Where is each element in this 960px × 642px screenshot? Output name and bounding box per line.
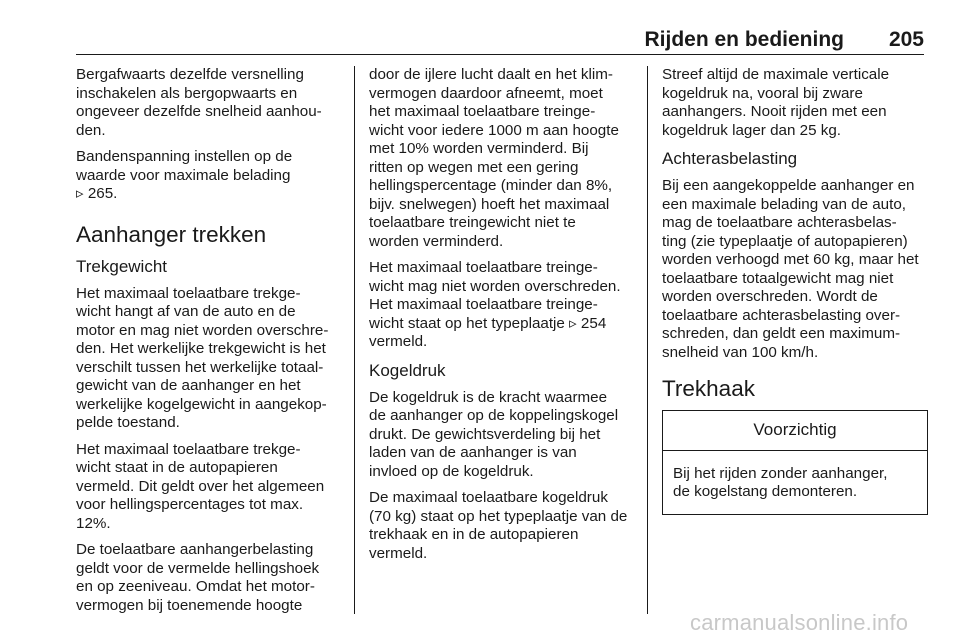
- heading-rear-axle: Achterasbelasting: [662, 149, 798, 168]
- column-2: [369, 66, 633, 571]
- paragraph-max-ball-pressure: De maximaal toelaatbare kogeldruk (70 kg) staat op het typeplaatje van de trekhaak en in de autopapieren vermeld.: [369, 489, 628, 562]
- page-number: 205: [888, 28, 924, 51]
- column-1: [76, 66, 346, 623]
- column-divider-2: [647, 66, 648, 614]
- paragraph-altitude: door de ijlere lucht daalt en het klim- vermogen daardoor afneemt, moet het maximaal toelaatbare treinge- wicht voor iedere 1000 m aan hoogte met 10% worden verminderd. Bij ritten op wegen met een gering hellingspercentage (minder dan 8%, bijv. snelwegen) hoeft het maximaal toelaatbare treingewicht niet te worden verminderd.: [369, 66, 619, 250]
- column-3: [662, 66, 928, 515]
- caution-body: Bij het rijden zonder aanhanger, de kogelstang demonteren.: [673, 464, 888, 500]
- paragraph-towing-weight: Het maximaal toelaatbare trekge- wicht hangt af van de auto en de motor en mag niet worden overschre- den. Het werkelijke trekgewicht is het verschilt tussen het werkelijke totaal- gewicht van de aanhanger en het werkelijke kogelgewicht in aangekop- pelde toestand.: [76, 284, 329, 431]
- paragraph-downhill: Bergafwaarts dezelfde versnelling inschakelen als bergopwaarts en ongeveer dezelfde snelheid aanhou- den.: [76, 66, 322, 139]
- heading-tow-hitch: Trekhaak: [662, 376, 755, 401]
- watermark: carmanualsonline.info: [690, 610, 909, 635]
- caution-title: Voorzichtig: [663, 411, 927, 451]
- paragraph-rear-axle: Bij een aangekoppelde aanhanger en een maximale belading van de auto, mag de toelaatbare achterasbelas- ting (zie typeplaatje of autopapieren) worden verhoogd met 60 kg, maar het toelaatbare totaalgewicht mag niet worden overschreden. Wordt de toelaatbare achterasbelasting over- schreden, dan geldt een maximum- snelheid van 100 km/h.: [662, 177, 919, 361]
- paragraph-train-weight: Het maximaal toelaatbare treinge- wicht mag niet worden overschreden. Het maximaal toelaatbare treinge- wicht staat op het typeplaatje ▹ 254 vermeld.: [369, 259, 621, 350]
- page-header: [640, 28, 924, 54]
- paragraph-ball-pressure: De kogeldruk is de kracht waarmee de aanhanger op de koppelingskogel drukt. De gewichtsverdeling bij het laden van de aanhanger is van invloed op de kogeldruk.: [369, 388, 619, 480]
- heading-towing-weight: Trekgewicht: [76, 256, 168, 276]
- section-title: Rijden en bediening: [644, 28, 844, 51]
- paragraph-trailer-load: De toelaatbare aanhangerbelasting geldt voor de vermelde hellingshoek en op zeeniveau. Omdat het motor- vermogen bij toenemende hoogte: [76, 541, 320, 614]
- header-rule: [76, 54, 924, 55]
- heading-towing: Aanhanger trekken: [76, 221, 267, 247]
- heading-ball-pressure: Kogeldruk: [369, 360, 446, 380]
- caution-box: [662, 410, 928, 515]
- paragraph-tyre-pressure: Bandenspanning instellen op de waarde voor maximale belading ▹ 265.: [76, 148, 293, 202]
- paragraph-vertical-pressure: Streef altijd de maximale verticale kogeldruk na, vooral bij zware aanhangers. Nooit rijden met een kogeldruk lager dan 25 kg.: [662, 66, 890, 139]
- paragraph-towing-documents: Het maximaal toelaatbare trekge- wicht staat in de autopapieren vermeld. Dit geldt over het algemeen voor hellingspercentages tot max. 12%.: [76, 440, 325, 532]
- column-divider-1: [354, 66, 355, 614]
